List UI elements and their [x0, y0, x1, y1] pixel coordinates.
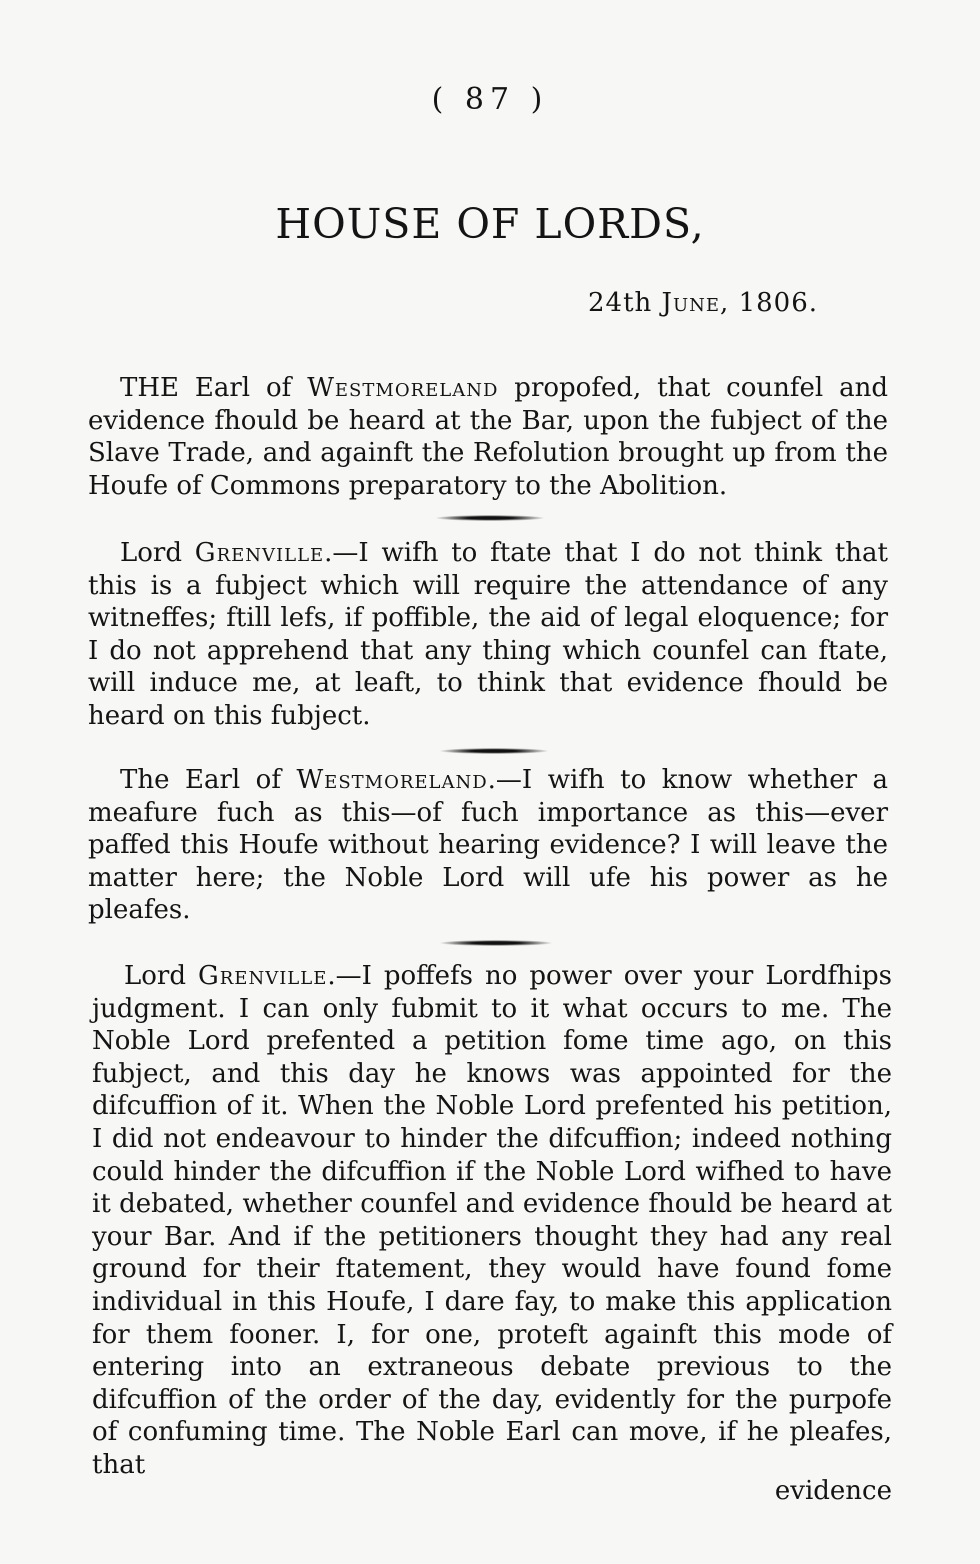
speaker-name: Grenville [194, 538, 325, 568]
date-day: 24th [588, 288, 653, 318]
paragraph-lead: Lord [124, 961, 198, 991]
section-rule [440, 748, 548, 754]
paragraph-text: .—I wifh to ftate that I do not think that this is a fubject which will require the attendance of any witneffes; ftill lefs, if poffible, the aid of legal eloquence; for I do not apprehend that any thing which counfel can ftate, will induce me, at leaft, to think that evidence fhould be heard on this fubject. [88, 538, 888, 731]
catchword: evidence [774, 1476, 892, 1506]
paragraph-lead: THE Earl of [120, 373, 308, 403]
paragraph-westmoreland-question [88, 764, 888, 927]
paragraph-lead: The Earl of [120, 765, 297, 795]
paragraph-text: .—I wifh to know whether a meafure fuch as this—of fuch importance as this—ever paffed this Houfe without hearing evidence? I will leave the matter here; the Noble Lord will ufe his power as he pleafes. [88, 765, 888, 926]
section-rule [440, 940, 552, 946]
paragraph-grenville-response [92, 960, 892, 1482]
paragraph-lead: Lord [120, 538, 195, 568]
speaker-name: Westmoreland [307, 373, 499, 403]
paragraph-text: .—I poffefs no power over your Lordfhips judgment. I can only fubmit to it what occurs to me. The Noble Lord prefented a petition fome time ago, on this fubject, and this day he knows was appointed for the difcuffion of it. When the Noble Lord prefented his petition, I did not endeavour to hinder the difcuffion; indeed nothing could hinder the difcuffion if the Noble Lord wifhed to have it debated, whether counfel and evidence fhould be heard at your Bar. And if the petitioners thought they had any real ground for their ftatement, they would have found fome individual in this Houfe, I dare fay, to make this application for them fooner. I, for one, proteft againft this mode of entering into an extraneous debate previous to the difcuffion of the order of the day, evidently for the purpofe of confuming time. The Noble Earl can move, if he pleafes, that [92, 961, 893, 1480]
paragraph-grenville-reply [88, 537, 888, 733]
paragraph-westmoreland-motion [88, 372, 888, 502]
paragraph-text: propofed, that counfel and evidence fhould be heard at the Bar, upon the fubject of the Slave Trade, and againft the Refolution brought up from the Houfe of Commons preparatory to the Abolition. [88, 373, 888, 501]
section-rule [436, 515, 544, 521]
page-heading: HOUSE OF LORDS, [275, 200, 705, 248]
speaker-name: Grenville [197, 961, 328, 991]
date-year: 1806. [738, 288, 818, 318]
dateline [588, 288, 818, 318]
page-number: ( 87 ) [431, 82, 549, 117]
date-month: June, [661, 288, 730, 318]
speaker-name: Westmoreland [296, 765, 488, 795]
